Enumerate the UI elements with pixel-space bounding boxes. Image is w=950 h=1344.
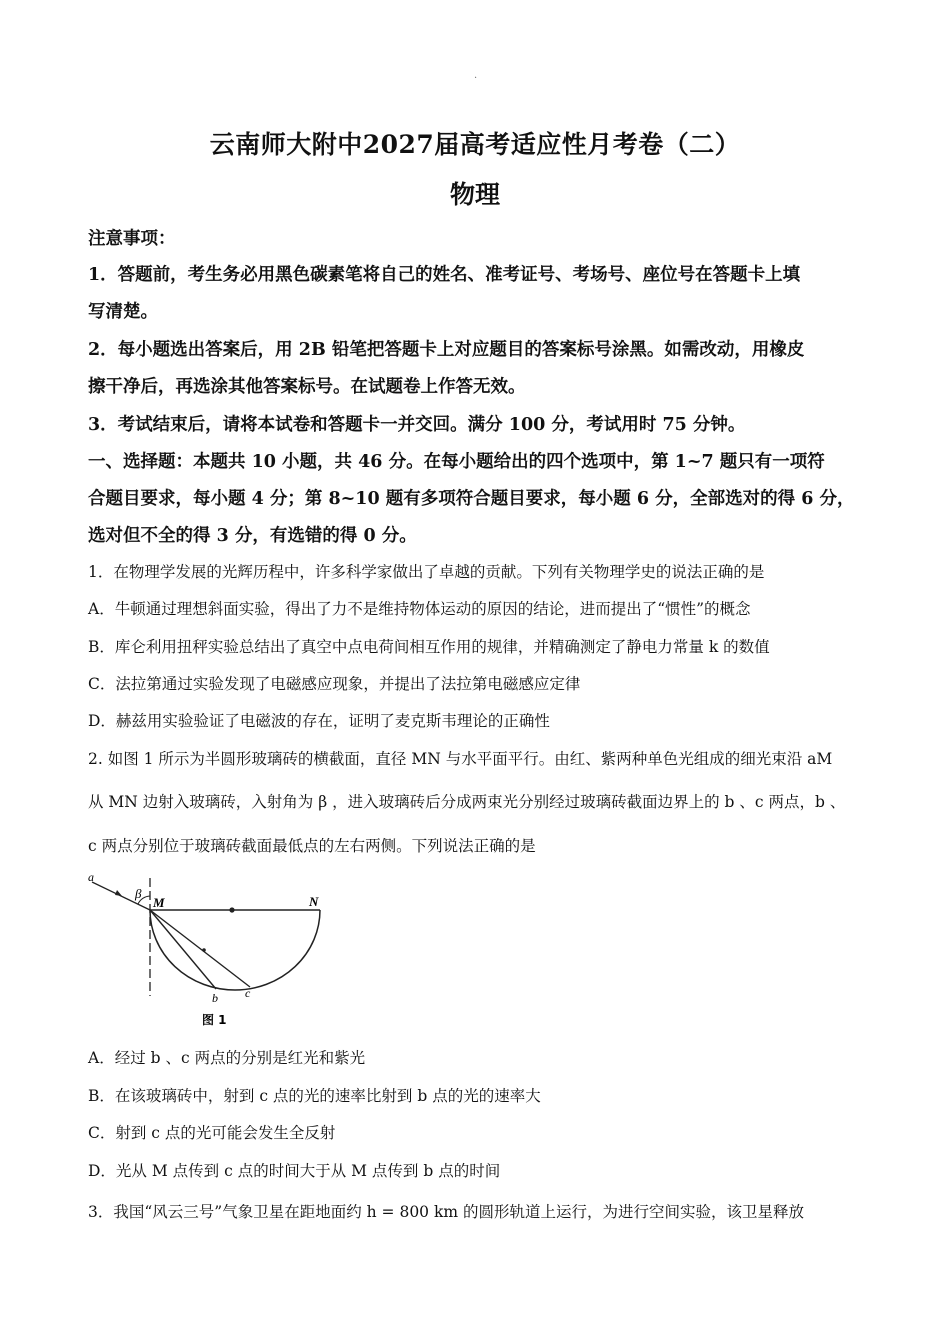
notice-line: 1．答题前，考生务必用黑色碳素笔将自己的姓名、准考证号、考场号、座位号在答题卡上填 xyxy=(88,265,801,285)
semicircle-arc xyxy=(150,910,320,990)
subject-title: 物理 xyxy=(449,180,500,209)
q2-stem-line: c 两点分别位于玻璃砖截面最低点的左右两侧。下列说法正确的是 xyxy=(88,837,536,855)
q2-option-a: A．经过 b 、c 两点的分别是红光和紫光 xyxy=(88,1049,366,1067)
notice-line: 2．每小题选出答案后，用 2B 铅笔把答题卡上对应题目的答案标号涂黑。如需改动，用橡皮 xyxy=(88,340,805,360)
q2-stem-line: 从 MN 边射入玻璃砖，入射角为 β ，进入玻璃砖后分成两束光分别经过玻璃砖截面边界上的 b 、c 两点，b 、 xyxy=(88,793,846,811)
notice-line: 擦干净后，再选涂其他答案标号。在试题卷上作答无效。 xyxy=(88,377,526,397)
q2-option-d: D．光从 M 点传到 c 点的时间大于从 M 点传到 b 点的时间 xyxy=(88,1162,501,1180)
semicircle-glass-diagram xyxy=(86,868,328,1033)
notice-heading: 注意事项： xyxy=(88,229,176,249)
q1-option-b: B．库仑利用扭秤实验总结出了真空中点电荷间相互作用的规律，并精确测定了静电力常量 k 的数值 xyxy=(88,638,770,656)
label-beta: β xyxy=(135,886,142,901)
notice-line: 3．考试结束后，请将本试卷和答题卡一并交回。满分 100 分，考试用时 75 分钟。 xyxy=(88,415,746,435)
notice-line: 写清楚。 xyxy=(88,302,158,322)
q1-option-c: C．法拉第通过实验发现了电磁感应现象，并提出了法拉第电磁感应定律 xyxy=(88,675,581,693)
q3-stem: 3．我国“风云三号”气象卫星在距地面约 h = 800 km 的圆形轨道上运行，为进行空间实验，该卫星释放 xyxy=(88,1203,804,1221)
section-instruction: 一、选择题：本题共 10 小题，共 46 分。在每小题给出的四个选项中，第 1~7 题只有一项符 xyxy=(88,452,825,472)
scan-mark: · xyxy=(474,73,478,84)
q1-option-a: A．牛顿通过理想斜面实验，得出了力不是维持物体运动的原因的结论，进而提出了“惯性”的概念 xyxy=(88,600,751,618)
q2-option-c: C．射到 c 点的光可能会发生全反射 xyxy=(88,1124,336,1142)
label-c: c xyxy=(245,986,251,1000)
ray-to-c xyxy=(150,910,250,987)
ray-to-b xyxy=(150,910,216,989)
q1-stem: 1．在物理学发展的光辉历程中，许多科学家做出了卓越的贡献。下列有关物理学史的说法正确的是 xyxy=(88,563,765,581)
figure-caption: 图 1 xyxy=(202,1013,227,1027)
ray-marker xyxy=(202,948,206,952)
center-dot xyxy=(229,907,234,912)
exam-title: 云南师大附中2027届高考适应性月考卷（二） xyxy=(209,130,741,159)
incident-arrow xyxy=(115,890,122,896)
label-m: M xyxy=(153,895,165,910)
figure-1 xyxy=(86,868,328,1033)
label-b: b xyxy=(212,991,218,1005)
label-a: a xyxy=(88,870,94,884)
q2-stem-line: 2. 如图 1 所示为半圆形玻璃砖的横截面，直径 MN 与水平面平行。由红、紫两种单色光组成的细光束沿 aM xyxy=(88,750,833,768)
section-instruction: 选对但不全的得 3 分，有选错的得 0 分。 xyxy=(88,526,417,546)
section-instruction: 合题目要求，每小题 4 分；第 8~10 题有多项符合题目要求，每小题 6 分，全部选对的得 6 分， xyxy=(88,489,855,509)
q1-option-d: D．赫兹用实验验证了电磁波的存在，证明了麦克斯韦理论的正确性 xyxy=(88,712,550,730)
q2-option-b: B．在该玻璃砖中，射到 c 点的光的速率比射到 b 点的光的速率大 xyxy=(88,1087,541,1105)
label-n: N xyxy=(309,894,319,909)
